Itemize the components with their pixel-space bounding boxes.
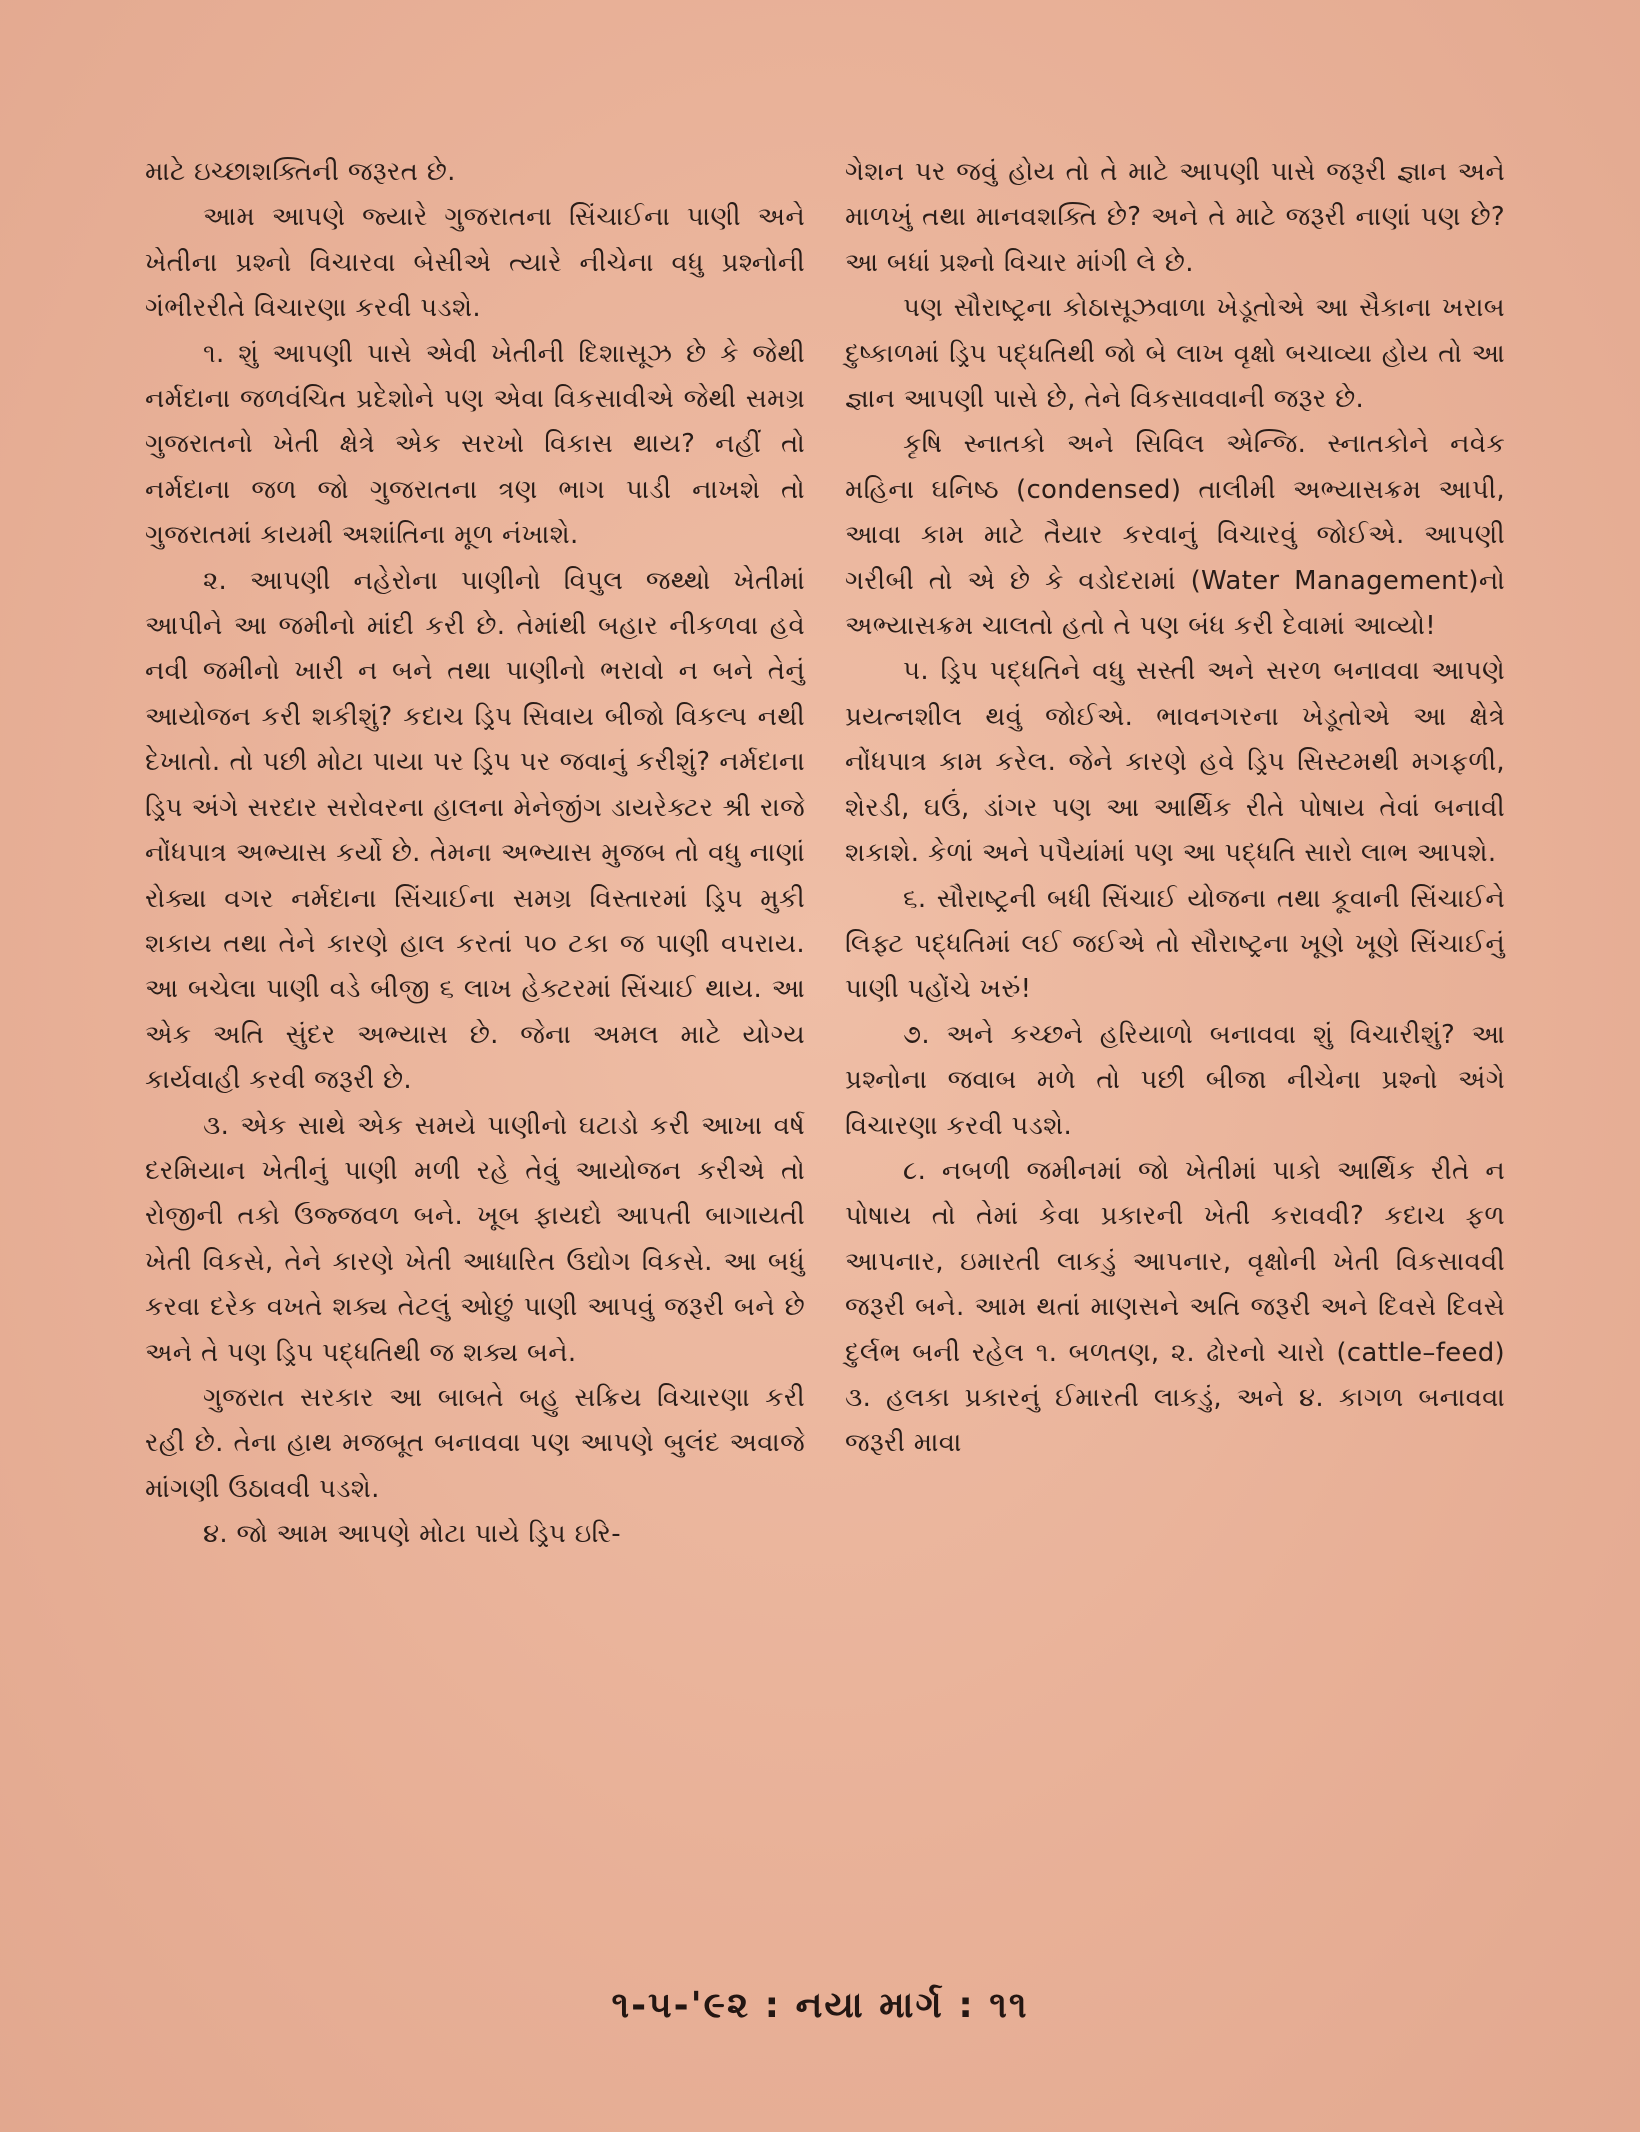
left-para-5: ગુજરાત સરકાર આ બાબતે બહુ સક્રિય વિચારણા કરી રહી છે. તેના હાથ મજબૂત બનાવવા પણ આપણે બુલંદ અવાજે માંગણી ઉઠાવવી પડશે.: [145, 1382, 805, 1504]
left-para-2: ૧. શું આપણી પાસે એવી ખેતીની દિશાસૂઝ છે કે જેથી નર્મદાના જળવંચિત પ્રદેશોને પણ એવા વિકસાવીએ જેથી સમગ્ર ગુજરાતનો ખેતી ક્ષેત્રે એક સરખો વિકાસ થાય? નહીં તો નર્મદાના જળ જો ગુજરાતના ત્રણ ભાગ પાડી નાખશે તો ગુજરાતમાં કાયમી અશાંતિના મૂળ નંખાશે.: [145, 338, 805, 551]
right-para-3: ૫. ડ્રિપ પદ્ધતિને વધુ સસ્તી અને સરળ બનાવવા આપણે પ્રયત્નશીલ થવું જોઈએ. ભાવનગરના ખેડૂતોએ આ ક્ષેત્રે નોંધપાત્ર કામ કરેલ. જેને કારણે હવે ડ્રિપ સિસ્ટમથી મગફળી, શેરડી, ઘઉં, ડાંગર પણ આ આર્થિક રીતે પોષાય તેવાં બનાવી શકાશે. કેળાં અને પપૈયાંમાં પણ આ પદ્ધતિ સારો લાભ આપશે.: [845, 656, 1505, 869]
left-column: [145, 150, 805, 1558]
right-para-1: પણ સૌરાષ્ટ્રના કોઠાસૂઝવાળા ખેડૂતોએ આ સૈકાના ખરાબ દુષ્કાળમાં ડ્રિપ પદ્ધતિથી જો બે લાખ વૃક્ષો બચાવ્યા હોય તો આ જ્ઞાન આપણી પાસે છે, તેને વિકસાવવાની જરૂર છે.: [845, 293, 1505, 415]
right-para-0: ગેશન પર જવું હોય તો તે માટે આપણી પાસે જરૂરી જ્ઞાન અને માળખું તથા માનવશક્તિ છે? અને તે માટે જરૂરી નાણાં પણ છે? આ બધાં પ્રશ્નો વિચાર માંગી લે છે.: [845, 157, 1505, 278]
page-footer: [0, 1985, 1640, 2027]
left-para-4: ૩. એક સાથે એક સમયે પાણીનો ઘટાડો કરી આખા વર્ષ દરમિયાન ખેતીનું પાણી મળી રહે તેવું આયોજન કરીએ તો રોજીની તકો ઉજ્જવળ બને. ખૂબ ફાયદો આપતી બાગાયતી ખેતી વિકસે, તેને કારણે ખેતી આધારિત ઉદ્યોગ વિકસે. આ બધું કરવા દરેક વખતે શક્ય તેટલું ઓછું પાણી આપવું જરૂરી બને છે અને તે પણ ડ્રિપ પદ્ધતિથી જ શક્ય બને.: [145, 1110, 805, 1368]
right-para-4: ૬. સૌરાષ્ટ્રની બધી સિંચાઈ યોજના તથા કૂવાની સિંચાઈને લિફ્ટ પદ્ધતિમાં લઈ જઈએ તો સૌરાષ્ટ્રના ખૂણે ખૂણે સિંચાઈનું પાણી પહોંચે ખરું!: [845, 883, 1505, 1005]
left-para-1: આમ આપણે જ્યારે ગુજરાતના સિંચાઈના પાણી અને ખેતીના પ્રશ્નો વિચારવા બેસીએ ત્યારે નીચેના વધુ પ્રશ્નોની ગંભીરરીતે વિચારણા કરવી પડશે.: [145, 202, 805, 324]
footer-date: ૧-૫-'૯૨: [611, 1985, 751, 2026]
footer-separator: :: [958, 1985, 975, 2026]
left-para-3: ૨. આપણી નહેરોના પાણીનો વિપુલ જથ્થો ખેતીમાં આપીને આ જમીનો માંદી કરી છે. તેમાંથી બહાર નીકળવા હવે નવી જમીનો ખારી ન બને તથા પાણીનો ભરાવો ન બને તેનું આયોજન કરી શકીશું? કદાચ ડ્રિપ સિવાય બીજો વિકલ્પ નથી દેખાતો. તો પછી મોટા પાયા પર ડ્રિપ પર જવાનું કરીશું? નર્મદાના ડ્રિપ અંગે સરદાર સરોવરના હાલના મેનેજીંગ ડાયરેક્ટર શ્રી રાજે નોંધપાત્ર અભ્યાસ કર્યો છે. તેમના અભ્યાસ મુજબ તો વધુ નાણાં રોક્યા વગર નર્મદાના સિંચાઈના સમગ્ર વિસ્તારમાં ડ્રિપ મુકી શકાય તથા તેને કારણે હાલ કરતાં ૫૦ ટકા જ પાણી વપરાય. આ બચેલા પાણી વડે બીજી ૬ લાખ હેક્ટરમાં સિંચાઈ થાય. આ એક અતિ સુંદર અભ્યાસ છે. જેના અમલ માટે યોગ્ય કાર્યવાહી કરવી જરૂરી છે.: [145, 565, 805, 1096]
right-para-6: ૮. નબળી જમીનમાં જો ખેતીમાં પાકો આર્થિક રીતે ન પોષાય તો તેમાં કેવા પ્રકારની ખેતી કરાવવી? કદાચ ફળ આપનાર, ઇમારતી લાકડું આપનાર, વૃક્ષોની ખેતી વિકસાવવી જરૂરી બને. આમ થતાં માણસને અતિ જરૂરી અને દિવસે દિવસે દુર્લભ બની રહેલ ૧. બળતણ, ૨. ઢોરનો ચારો (cattle–feed) ૩. હલકા પ્રકારનું ઈમારતી લાકડું, અને ૪. કાગળ બનાવવા જરૂરી માવા: [845, 1155, 1505, 1459]
footer-page-number: ૧૧: [989, 1985, 1029, 2026]
left-para-0: માટે ઇચ્છાશક્તિની જરૂરત છે.: [145, 157, 456, 187]
right-para-2: કૃષિ સ્નાતકો અને સિવિલ એન્જિ. સ્નાતકોને નવેક મહિના ઘનિષ્ઠ (condensed) તાલીમી અભ્યાસક્રમ આપી, આવા કામ માટે તૈયાર કરવાનું વિચારવું જોઈએ. આપણી ગરીબી તો એ છે કે વડોદરામાં (Water Management)નો અભ્યાસક્રમ ચાલતો હતો તે પણ બંધ કરી દેવામાં આવ્યો!: [845, 429, 1505, 642]
left-para-6: ૪. જો આમ આપણે મોટા પાયે ડ્રિપ ઇરિ-: [203, 1519, 621, 1550]
footer-separator: :: [764, 1985, 782, 2026]
right-column: [845, 150, 1505, 1467]
footer-magazine-name: નયા માર્ગ: [795, 1985, 944, 2026]
right-para-5: ૭. અને કચ્છને હરિયાળો બનાવવા શું વિચારીશું? આ પ્રશ્નોના જવાબ મળે તો પછી બીજા નીચેના પ્રશ્નો અંગે વિચારણા કરવી પડશે.: [845, 1019, 1505, 1141]
